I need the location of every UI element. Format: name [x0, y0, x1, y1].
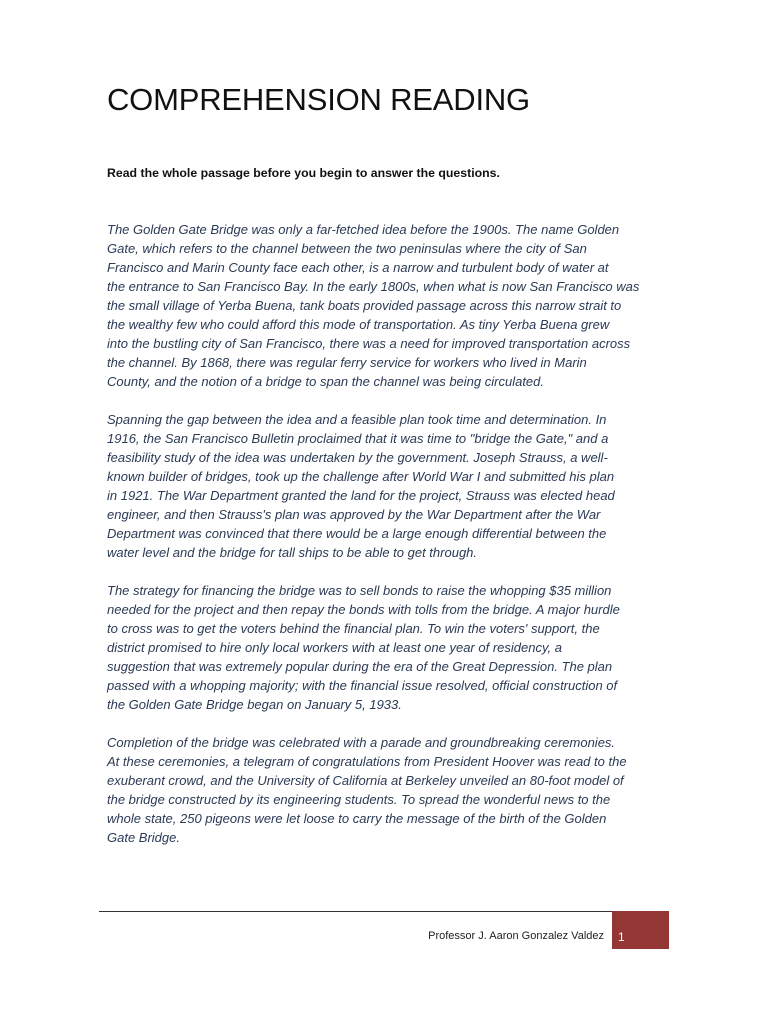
passage-line: in 1921. The War Department granted the land for the project, Strauss was elected head	[107, 488, 615, 503]
passage-paragraph	[107, 581, 667, 714]
passage-paragraph	[107, 410, 667, 562]
instruction-text: Read the whole passage before you begin to answer the questions.	[107, 166, 500, 180]
passage-line: into the bustling city of San Francisco, there was a need for improved transportation across	[107, 336, 631, 351]
page-title: COMPREHENSION READING	[107, 82, 530, 117]
passage-paragraph	[107, 733, 667, 847]
passage-line: whole state, 250 pigeons were let loose to carry the message of the birth of the Golden	[107, 811, 607, 826]
passage-line: suggestion that was extremely popular during the era of the Great Depression. The plan	[107, 659, 613, 674]
passage-line: The strategy for financing the bridge was to sell bonds to raise the whopping $35 million	[107, 583, 612, 598]
passage-line: the Golden Gate Bridge began on January 5, 1933.	[107, 697, 402, 712]
passage-line: passed with a whopping majority; with the financial issue resolved, official construction of	[107, 678, 618, 693]
passage-line: 1916, the San Francisco Bulletin proclaimed that it was time to "bridge the Gate," and a	[107, 431, 609, 446]
passage-line: the channel. By 1868, there was regular ferry service for workers who lived in Marin	[107, 355, 587, 370]
passage-line: feasibility study of the idea was undertaken by the government. Joseph Strauss, a well-	[107, 450, 608, 465]
passage-line: Gate, which refers to the channel between the two peninsulas where the city of San	[107, 241, 587, 256]
passage-line: Francisco and Marin County face each other, is a narrow and turbulent body of water at	[107, 260, 609, 275]
page-number-box	[612, 911, 669, 949]
passage-line: the bridge constructed by its engineering students. To spread the wonderful news to the	[107, 792, 611, 807]
footer-divider	[99, 911, 612, 912]
passage-line: At these ceremonies, a telegram of congratulations from President Hoover was read to the	[107, 754, 627, 769]
passage-line: to cross was to get the voters behind the financial plan. To win the voters' support, the	[107, 621, 600, 636]
passage-line: The Golden Gate Bridge was only a far-fetched idea before the 1900s. The name Golden	[107, 222, 620, 237]
passage-line: exuberant crowd, and the University of California at Berkeley unveiled an 80-foot model of	[107, 773, 624, 788]
passage-line: Completion of the bridge was celebrated with a parade and groundbreaking ceremonies.	[107, 735, 616, 750]
passage-line: district promised to hire only local workers with at least one year of residency, a	[107, 640, 562, 655]
page-number: 1	[618, 930, 625, 944]
passage-line: needed for the project and then repay the bonds with tolls from the bridge. A major hurdle	[107, 602, 620, 617]
passage-line: Department was convinced that there would be a large enough differential between the	[107, 526, 607, 541]
footer-author: Professor J. Aaron Gonzalez Valdez	[428, 930, 604, 942]
passage-line: the entrance to San Francisco Bay. In the early 1800s, when what is now San Francisco was	[107, 279, 640, 294]
passage-line: Gate Bridge.	[107, 830, 180, 845]
passage-line: the small village of Yerba Buena, tank boats provided passage across this narrow strait to	[107, 298, 622, 313]
passage-line: the wealthy few who could afford this mode of transportation. As tiny Yerba Buena grew	[107, 317, 610, 332]
passage-line: County, and the notion of a bridge to span the channel was being circulated.	[107, 374, 544, 389]
passage-line: water level and the bridge for tall ships to be able to get through.	[107, 545, 478, 560]
reading-passage	[107, 220, 667, 866]
passage-line: Spanning the gap between the idea and a feasible plan took time and determination. In	[107, 412, 607, 427]
passage-paragraph	[107, 220, 667, 391]
passage-line: known builder of bridges, took up the challenge after World War I and submitted his plan	[107, 469, 615, 484]
passage-line: engineer, and then Strauss's plan was approved by the War Department after the War	[107, 507, 601, 522]
